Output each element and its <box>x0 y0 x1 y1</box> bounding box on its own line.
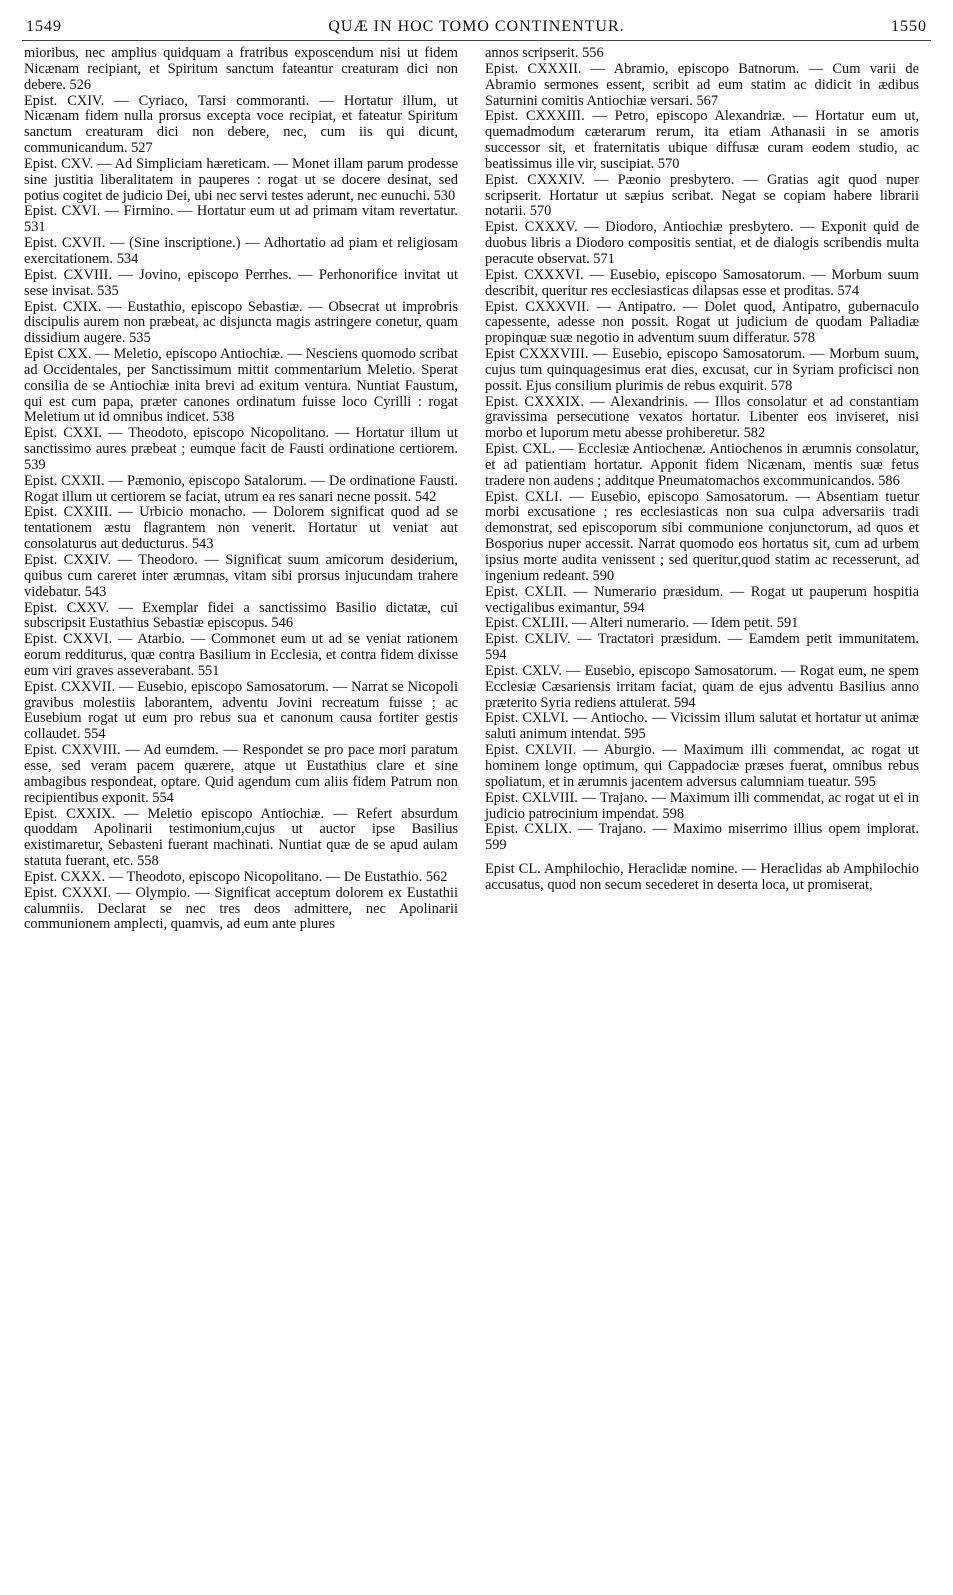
letter-entry: Epist. CXXX. — Theodoto, episcopo Nicopolitano. — De Eustathio. 562 <box>24 868 448 885</box>
letter-entry: Epist. CXXXIV. — Pæonio presbytero. — Gratias agit quod nuper scripserit. Hortatur ut sæpius scribat. Negat se copiam habere librarii notarii. 570 <box>485 171 919 220</box>
letter-entry: Epist. CXLVIII. — Trajano. — Maximum illi commendat, ac rogat ut ei in judicio patrocinium impendat. 598 <box>485 789 919 822</box>
letter-entry: Epist. CXVI. — Firmino. — Hortatur eum ut ad primam vitam revertatur. 531 <box>24 203 458 236</box>
letter-entry: Epist. CXXXVII. — Antipatro. — Dolet quod, Antipatro, gubernaculo capessente, adesse non possit. Rogat ut judicium de quodam Paliadiæ propinquæ suæ negotio in adventum suum differatur. 578 <box>485 298 919 347</box>
page-number-right: 1550 <box>891 18 927 35</box>
letter-entry: mioribus, nec amplius quidquam a fratribus exposcendum nisi ut fidem Nicænam recipiant, et Spiritum sanctum fateantur creaturam dici non debere. 526 <box>24 45 458 93</box>
letter-entry: Epist. CXXI. — Theodoto, episcopo Nicopolitano. — Hortatur illum ut sanctissimo aures præbeat ; eumque facit de Fausti ordinatione certiorem. 539 <box>24 425 458 473</box>
right-column <box>485 46 919 894</box>
letter-entry: Epist. CXXXV. — Diodoro, Antiochiæ presbytero. — Exponit quid de duobus libris a Diodoro compositis sentiat, et de dialogis scribendis multa peracute observat. 571 <box>485 219 919 267</box>
letter-entry: Epist. CXXIX. — Meletio episcopo Antiochiæ. — Refert absurdum quoddam Apolinarii testimonium,cujus ut auctor ipse Basilius existimaretur, Sebasteni fuerant machinati. Nuntiat quæ de se apud aulam statuta fuerant, etc. 558 <box>24 805 458 870</box>
letter-entry: Epist. CXXIV. — Theodoro. — Significat suum amicorum desiderium, quibus cum careret inter ærumnas, vitam sibi prorsus injucundam trahere videbatur. 543 <box>24 552 458 600</box>
letter-entry: annos scripserit. 556 <box>485 45 604 61</box>
letter-entry: Epist. CXLIII. — Alteri numerario. — Idem petit. 591 <box>485 615 799 632</box>
letter-entry: Epist. CXIX. — Eustathio, episcopo Sebastiæ. — Obsecrat ut improbris discipulis aurem non præbeat, ac disjuncta magis astringere conetur, quam dissidium augere. 535 <box>24 298 458 347</box>
letter-entry: Epist. CXXXVI. — Eusebio, episcopo Samosatorum. — Morbum suum describit, queritur res ecclesiasticas dilapsas esse et proditas. 574 <box>485 266 919 299</box>
left-column <box>24 46 458 933</box>
letter-entry: Epist. CXXVIII. — Ad eumdem. — Respondet se pro pace mori paratum esse, sed veram pacem quærere, atque ut Eustathius clare et sine ambagibus respondeat, optare. Quid agendum cum aliis fidem Patrum non recipientibus exponit. 554 <box>24 742 458 806</box>
running-title: QUÆ IN HOC TOMO CONTINENTUR. <box>328 18 625 35</box>
running-header <box>22 8 931 41</box>
letter-entry: Epist. CXLVII. — Aburgio. — Maximum illi commendat, ac rogat ut hominem longe optimum, qui Cappadociæ præses fuerat, omnibus rebus spoliatum, et in ærumnis jacentem adversus calumniam tueatur. 595 <box>485 742 919 790</box>
letter-entry: Epist CL. Amphilochio, Heraclidæ nomine. — Heraclidas ab Amphilochio accusatus, quod non secum secederet in deserta loca, ut promiserat, <box>485 861 919 893</box>
letter-entry: Epist. CXXVI. — Atarbio. — Commonet eum ut ad se veniat rationem eorum redditurus, quæ contra Basilium in Ecclesia, et contra fidem dixisse eum viri graves asseverabant. 551 <box>24 631 458 679</box>
letter-entry: Epist. CXLIV. — Tractatori præsidum. — Eamdem petit immunitatem. 594 <box>485 631 919 664</box>
letter-entry: Epist. CXLI. — Eusebio, episcopo Samosatorum. — Absentiam tuetur morbi excusatione ; res ecclesiasticas non sua culpa adversariis tradi demonstrat, sed episcoporum sibi communione conjunctorum, ad quos et Bosporius nuper accessit. Narrat quomodo eos hortatus sit, cum ad urbem ipsius morte audita venissent ; sed queritur,quod statim ac recesserunt, ad ingenium redeant. 590 <box>485 488 919 584</box>
letter-entry: Epist. CXXXIII. — Petro, episcopo Alexandriæ. — Hortatur eum ut, quemadmodum cæterarum rerum, ita etiam Athanasii in se amoris successor sit, et fraternitatis ubique diffusæ curam eodem studio, ac beatissimus ille vir, suscipiat. 570 <box>485 108 919 172</box>
letter-entry: Epist. CXL. — Ecclesiæ Antiochenæ. Antiochenos in ærumnis consolatur, et ad patientiam hortatur. Apponit fidem Nicænam, mentis suæ fetus tradere non audens ; additque Pneumatomachos excommunicandos. 586 <box>485 441 919 489</box>
letter-entry: Epist CXXXVIII. — Eusebio, episcopo Samosatorum. — Morbum suum, cujus tum quinquagesimus erat dies, excusat, cur in Syriam proficisci non possit. Ejus consilium plurimis de rebus exquirit. 578 <box>485 346 919 394</box>
letter-entry: Epist. CXVIII. — Jovino, episcopo Perrhes. — Perhonorifice invitat ut sese invisat. 535 <box>24 266 458 299</box>
letter-entry: Epist. CXVII. — (Sine inscriptione.) — Adhortatio ad piam et religiosam exercitationem. 534 <box>24 235 458 267</box>
letter-entry: Epist. CXLVI. — Antiocho. — Vicissim illum salutat et hortatur ut animæ saluti animum intendat. 595 <box>485 710 919 743</box>
letter-entry: Epist. CXLII. — Numerario præsidum. — Rogat ut pauperum hospitia vectigalibus eximantur, 594 <box>485 583 919 616</box>
page-number-left: 1549 <box>26 18 62 35</box>
letter-entry: Epist. CXXV. — Exemplar fidei a sanctissimo Basilio dictatæ, cui subscripsit Eustathius Sebastiæ episcopus. 546 <box>24 599 458 632</box>
letter-entry: Epist. CXXXIX. — Alexandrinis. — Illos consolatur et ad constantiam gravissima persecutione vexatos hortatur. Libenter eos inviseret, nisi morbo et luporum metu abesse prohiberetur. 582 <box>485 393 919 442</box>
letter-entry: Epist. CXXXII. — Abramio, episcopo Batnorum. — Cum varii de Abramio sermones essent, scribit ad eum statim ac didicit in ædibus Saturnini comitis Antiochiæ versari. 567 <box>485 60 919 109</box>
letter-entry: Epist. CXXXI. — Olympio. — Significat acceptum dolorem ex Eustathii calumniis. Declarat se nec tres deos admittere, nec Apolinarii communionem amplecti, quamvis, ad eum ante plures <box>24 884 458 933</box>
letter-entry: Epist. CXXVII. — Eusebio, episcopo Samosatorum. — Narrat se Nicopoli gravibus molestiis laborantem, adventu Jovini recreatum fuisse ; ac Eusebium rogat ut eum pro rebus sua et canonum causa fortiter gestis collaudet. 554 <box>24 678 458 743</box>
letter-entry: Epist. CXV. — Ad Simpliciam hæreticam. — Monet illam parum prodesse sine justitia liberalitatem in pauperes : rogat ut se docere desinat, sed potius cogitet de judicio Dei, ubi nec servi testes aderunt, nec eunuchi. 530 <box>24 155 458 204</box>
letter-entry: Epist. CXLV. — Eusebio, episcopo Samosatorum. — Rogat eum, ne spem Ecclesiæ Cæsariensis irritam faciat, quam de ejus adventu Basilius anno præterito Syria rediens attulerat. 594 <box>485 662 919 711</box>
letter-entry: Epist. CXLIX. — Trajano. — Maximo miserrimo illius opem implorat. 599 <box>485 821 919 854</box>
letter-entry: Epist. CXIV. — Cyriaco, Tarsi commoranti. — Hortatur illum, ut Nicænam fidem nulla prorsus excepta voce recipiat, et fateatur Spiritum sanctum creaturam dici non debere, nec, cum iis qui dicunt, communicandum. 527 <box>24 92 458 157</box>
letter-entry: Epist. CXXII. — Pæmonio, episcopo Satalorum. — De ordinatione Fausti. Rogat illum ut certiorem se faciat, utrum ea res sanari necne possit. 542 <box>24 472 458 505</box>
letter-entry: Epist CXX. — Meletio, episcopo Antiochiæ. — Nesciens quomodo scribat ad Occidentales, per Sanctissimum mittit commentarium Meletio. Sperat consilia de se Antiochiæ inita brevi ad exitum ventura. Nuntiat Faustum, qui est cum papa, præter canones ordinatum fuisse loco Cyrilli : rogat Meletium ut id omnibus indicet. 538 <box>24 346 458 426</box>
letter-entry: Epist. CXXIII. — Urbicio monacho. — Dolorem significat quod ad se tentationem æstu flagrantem non venerit. Hortatur ut veniat aut consolaturus aut deducturus. 543 <box>24 504 458 553</box>
